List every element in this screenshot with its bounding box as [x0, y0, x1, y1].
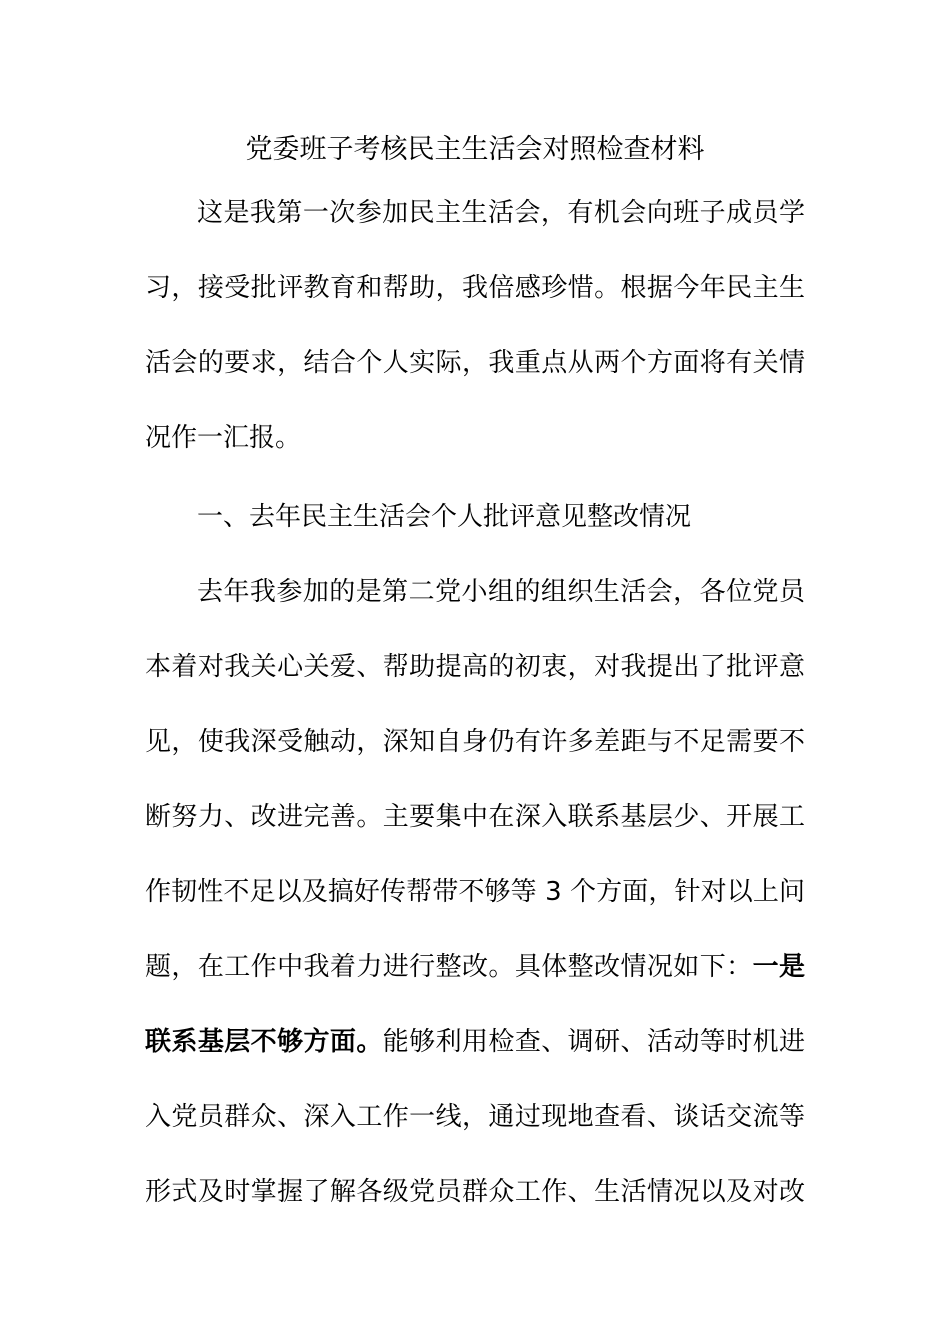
line-text: 能够利用检查、调研、活动等时机进 — [382, 1027, 805, 1057]
paragraph-line: 活会的要求，结合个人实际，我重点从两个方面将有关情 — [145, 348, 805, 378]
paragraph-line: 去年我参加的是第二党小组的组织生活会，各位党员 — [197, 577, 805, 607]
section-heading: 一、去年民主生活会个人批评意见整改情况 — [197, 502, 692, 532]
paragraph-line: 断努力、改进完善。主要集中在深入联系基层少、开展工 — [145, 802, 805, 832]
paragraph-line: 作韧性不足以及搞好传帮带不够等 3 个方面，针对以上问 — [145, 877, 805, 907]
paragraph-line: 见，使我深受触动，深知自身仍有许多差距与不足需要不 — [145, 727, 805, 757]
paragraph-line — [145, 1020, 805, 1064]
paragraph-line: 况作一汇报。 — [145, 423, 302, 453]
line-text: 题，在工作中我着力进行整改。具体整改情况如下： — [145, 952, 753, 982]
paragraph-line: 习，接受批评教育和帮助，我倍感珍惜。根据今年民主生 — [145, 273, 805, 303]
emphasis-text: 联系基层不够方面。 — [145, 1027, 383, 1057]
document-title: 党委班子考核民主生活会对照检查材料 — [245, 134, 705, 165]
paragraph-line: 这是我第一次参加民主生活会，有机会向班子成员学 — [197, 198, 805, 228]
paragraph-line: 形式及时掌握了解各级党员群众工作、生活情况以及对改 — [145, 1177, 805, 1207]
paragraph-line: 入党员群众、深入工作一线，通过现地查看、谈话交流等 — [145, 1102, 805, 1132]
paragraph-line — [145, 945, 805, 989]
emphasis-text: 一是 — [752, 952, 805, 982]
paragraph-line: 本着对我关心关爱、帮助提高的初衷，对我提出了批评意 — [145, 652, 805, 682]
